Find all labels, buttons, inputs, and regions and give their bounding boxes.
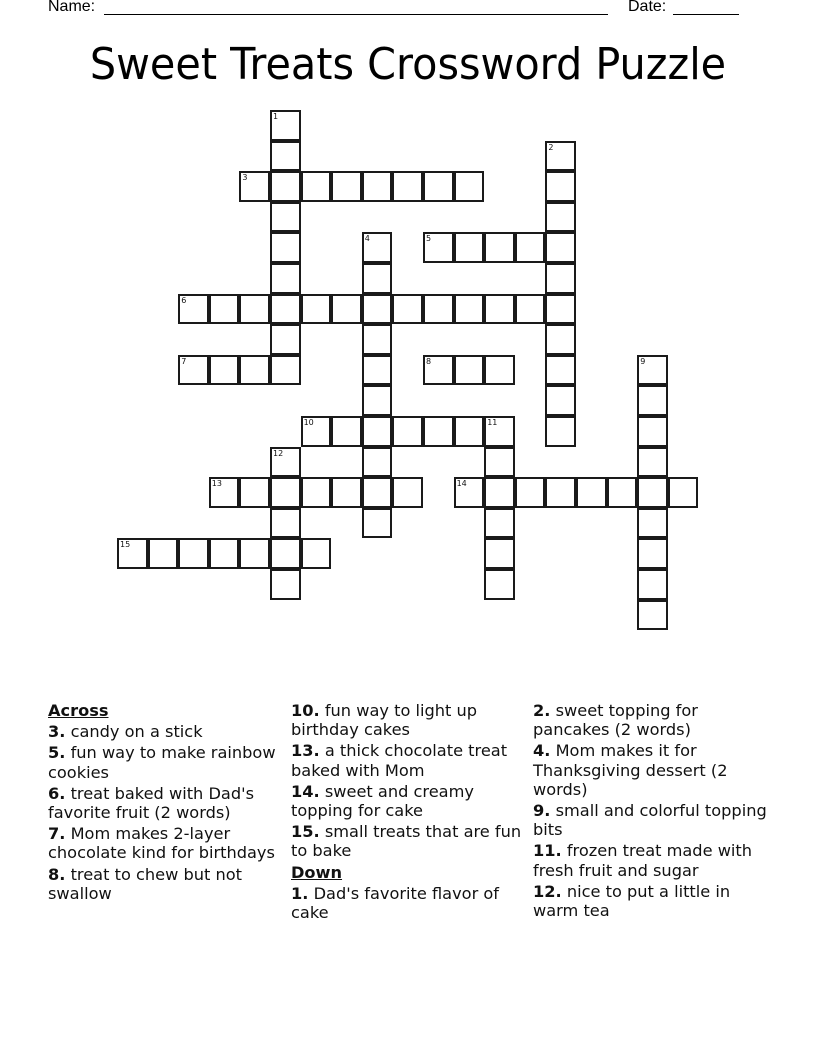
grid-cell[interactable]: [362, 355, 393, 386]
grid-cell[interactable]: [545, 416, 576, 447]
grid-cell[interactable]: [178, 538, 209, 569]
clue-down-12: [533, 882, 773, 920]
grid-cell[interactable]: [423, 294, 454, 325]
clue-number: 4.: [533, 741, 551, 761]
clue-across-15: [291, 822, 531, 860]
clue-text: Mom makes it for Thanksgiving dessert (2 words): [533, 741, 728, 799]
clue-across-14: [291, 782, 531, 820]
grid-cell[interactable]: [178, 294, 209, 325]
grid-cell[interactable]: [484, 447, 515, 478]
grid-cell[interactable]: [484, 355, 515, 386]
clue-text: a thick chocolate treat baked with Mom: [291, 741, 508, 780]
grid-cell[interactable]: [270, 263, 301, 294]
cell-number: 15: [120, 540, 131, 550]
grid-cell[interactable]: [515, 477, 546, 508]
clue-number: 10.: [291, 701, 320, 720]
grid-cell[interactable]: [362, 324, 393, 355]
clue-text: treat to chew but not swallow: [48, 864, 243, 903]
grid-cell[interactable]: [484, 294, 515, 325]
grid-cell[interactable]: [392, 477, 423, 508]
down-heading: Down: [291, 862, 343, 882]
clue-number: 12.: [533, 881, 562, 901]
grid-cell[interactable]: [515, 294, 546, 325]
cell-number: 9: [640, 356, 646, 366]
grid-cell[interactable]: [239, 477, 270, 508]
clues-column-1: [48, 701, 288, 905]
cell-number: 7: [181, 356, 187, 366]
clue-across-8: [48, 865, 288, 903]
clues-column-3: [533, 701, 773, 922]
grid-cell[interactable]: [270, 569, 301, 600]
clue-across-3: [48, 722, 288, 741]
grid-cell[interactable]: [484, 232, 515, 263]
grid-cell[interactable]: [423, 355, 454, 386]
grid-cell[interactable]: [362, 385, 393, 416]
grid-cell[interactable]: [392, 416, 423, 447]
grid-cell[interactable]: [637, 447, 668, 478]
grid-cell[interactable]: [148, 538, 179, 569]
grid-cell[interactable]: [239, 171, 270, 202]
grid-cell[interactable]: [117, 538, 148, 569]
grid-cell[interactable]: [362, 447, 393, 478]
clue-number: 7.: [48, 824, 66, 844]
clue-text: treat baked with Dad's favorite fruit (2 words): [48, 783, 254, 823]
grid-cell[interactable]: [331, 294, 362, 325]
clue-down-1: [291, 884, 531, 922]
grid-cell[interactable]: [545, 385, 576, 416]
grid-cell[interactable]: [362, 477, 393, 508]
clue-text: Dad's favorite flavor of cake: [291, 883, 499, 923]
grid-cell[interactable]: [607, 477, 638, 508]
grid-cell[interactable]: [545, 232, 576, 263]
cell-number: 10: [303, 418, 314, 427]
clue-down-4: [533, 741, 773, 799]
clue-number: 15.: [291, 822, 320, 842]
grid-cell[interactable]: [270, 232, 301, 263]
grid-cell[interactable]: [668, 477, 699, 508]
clue-text: Mom makes 2-layer chocolate kind for birthdays: [48, 824, 275, 863]
grid-cell[interactable]: [270, 508, 301, 539]
grid-cell[interactable]: [362, 508, 393, 539]
grid-cell[interactable]: [270, 447, 301, 478]
grid-cell[interactable]: [270, 110, 301, 141]
grid-cell[interactable]: [362, 294, 393, 325]
clue-across-5: [48, 743, 288, 781]
grid-cell[interactable]: [423, 416, 454, 447]
clue-number: 5.: [48, 743, 66, 763]
clue-text: sweet topping for pancakes (2 words): [533, 701, 698, 740]
grid-cell[interactable]: [270, 141, 301, 172]
grid-cell[interactable]: [270, 355, 301, 386]
grid-cell[interactable]: [454, 355, 485, 386]
grid-cell[interactable]: [331, 416, 362, 447]
grid-cell[interactable]: [545, 202, 576, 233]
clue-text: fun way to make rainbow cookies: [48, 743, 276, 782]
cell-number: 1: [273, 112, 279, 121]
grid-cell[interactable]: [270, 294, 301, 325]
grid-cell[interactable]: [209, 538, 240, 569]
cell-number: 2: [548, 142, 554, 152]
clue-number: 2.: [533, 701, 551, 720]
clue-text: small and colorful topping bits: [533, 801, 767, 840]
cell-number: 5: [426, 234, 432, 244]
grid-cell[interactable]: [454, 477, 485, 508]
grid-cell[interactable]: [362, 232, 393, 263]
grid-cell[interactable]: [209, 355, 240, 386]
cell-number: 3: [242, 173, 248, 183]
cell-number: 8: [426, 356, 432, 366]
grid-cell[interactable]: [637, 538, 668, 569]
grid-cell[interactable]: [392, 171, 423, 202]
name-label: Name:: [48, 0, 96, 15]
grid-cell[interactable]: [209, 477, 240, 508]
grid-cell[interactable]: [178, 355, 209, 386]
date-label: Date:: [628, 0, 667, 15]
grid-cell[interactable]: [637, 477, 668, 508]
grid-cell[interactable]: [239, 355, 270, 386]
grid-cell[interactable]: [209, 294, 240, 325]
grid-cell[interactable]: [637, 600, 668, 631]
cell-number: 14: [456, 479, 467, 489]
clue-across-13: [291, 741, 531, 779]
grid-cell[interactable]: [362, 171, 393, 202]
clue-number: 11.: [533, 841, 562, 861]
clue-down-11: [533, 841, 773, 879]
grid-cell[interactable]: [484, 538, 515, 569]
clue-number: 13.: [291, 741, 320, 761]
clue-text: small treats that are fun to bake: [291, 822, 522, 861]
page-title: Sweet Treats Crossword Puzzle: [89, 39, 727, 90]
grid-cell[interactable]: [484, 569, 515, 600]
cell-number: 13: [211, 479, 222, 489]
grid-cell[interactable]: [484, 477, 515, 508]
cell-number: 12: [273, 448, 284, 458]
grid-cell[interactable]: [637, 508, 668, 539]
grid-cell[interactable]: [637, 385, 668, 416]
clue-number: 8.: [48, 864, 66, 884]
grid-cell[interactable]: [637, 416, 668, 447]
clue-number: 9.: [533, 801, 551, 821]
grid-cell[interactable]: [423, 232, 454, 263]
clue-text: frozen treat made with fresh fruit and sugar: [533, 841, 753, 880]
grid-cell[interactable]: [331, 477, 362, 508]
clue-number: 14.: [291, 781, 320, 801]
grid-cell[interactable]: [545, 263, 576, 294]
clue-number: 6.: [48, 783, 66, 803]
grid-cell[interactable]: [301, 538, 332, 569]
grid-cell[interactable]: [331, 171, 362, 202]
grid-cell[interactable]: [637, 355, 668, 386]
grid-cell[interactable]: [484, 416, 515, 447]
clue-down-9: [533, 801, 773, 839]
grid-cell[interactable]: [301, 477, 332, 508]
clue-text: sweet and creamy topping for cake: [291, 781, 474, 821]
grid-cell[interactable]: [545, 355, 576, 386]
grid-cell[interactable]: [576, 477, 607, 508]
clue-across-7: [48, 824, 288, 862]
clue-across-10: [291, 701, 531, 739]
grid-cell[interactable]: [270, 477, 301, 508]
grid-cell[interactable]: [545, 294, 576, 325]
grid-cell[interactable]: [270, 324, 301, 355]
grid-cell[interactable]: [270, 171, 301, 202]
grid-cell[interactable]: [301, 294, 332, 325]
grid-cell[interactable]: [362, 263, 393, 294]
grid-cell[interactable]: [239, 294, 270, 325]
grid-cell[interactable]: [301, 416, 332, 447]
grid-cell[interactable]: [270, 538, 301, 569]
grid-cell[interactable]: [454, 294, 485, 325]
grid-cell[interactable]: [454, 416, 485, 447]
grid-cell[interactable]: [515, 232, 546, 263]
grid-cell[interactable]: [637, 569, 668, 600]
grid-cell[interactable]: [545, 477, 576, 508]
grid-cell[interactable]: [484, 508, 515, 539]
clues-column-2: [291, 701, 531, 924]
clue-number: 3.: [48, 722, 66, 742]
grid-cell[interactable]: [545, 171, 576, 202]
grid-cell[interactable]: [270, 202, 301, 233]
cell-number: 6: [181, 295, 187, 305]
clue-text: fun way to light up birthday cakes: [291, 701, 478, 740]
grid-cell[interactable]: [545, 324, 576, 355]
clue-text: nice to put a little in warm tea: [533, 881, 731, 921]
across-heading: Across: [48, 701, 109, 720]
cell-number: 11: [487, 418, 498, 427]
clue-down-2: [533, 701, 773, 739]
clue-text: candy on a stick: [70, 722, 203, 742]
grid-cell[interactable]: [454, 171, 485, 202]
grid-cell[interactable]: [454, 232, 485, 263]
grid-cell[interactable]: [423, 171, 454, 202]
clue-across-6: [48, 784, 288, 822]
grid-cell[interactable]: [239, 538, 270, 569]
cell-number: 4: [364, 234, 370, 244]
clue-number: 1.: [291, 883, 309, 903]
grid-cell[interactable]: [301, 171, 332, 202]
grid-cell[interactable]: [392, 294, 423, 325]
grid-cell[interactable]: [545, 141, 576, 172]
grid-cell[interactable]: [362, 416, 393, 447]
